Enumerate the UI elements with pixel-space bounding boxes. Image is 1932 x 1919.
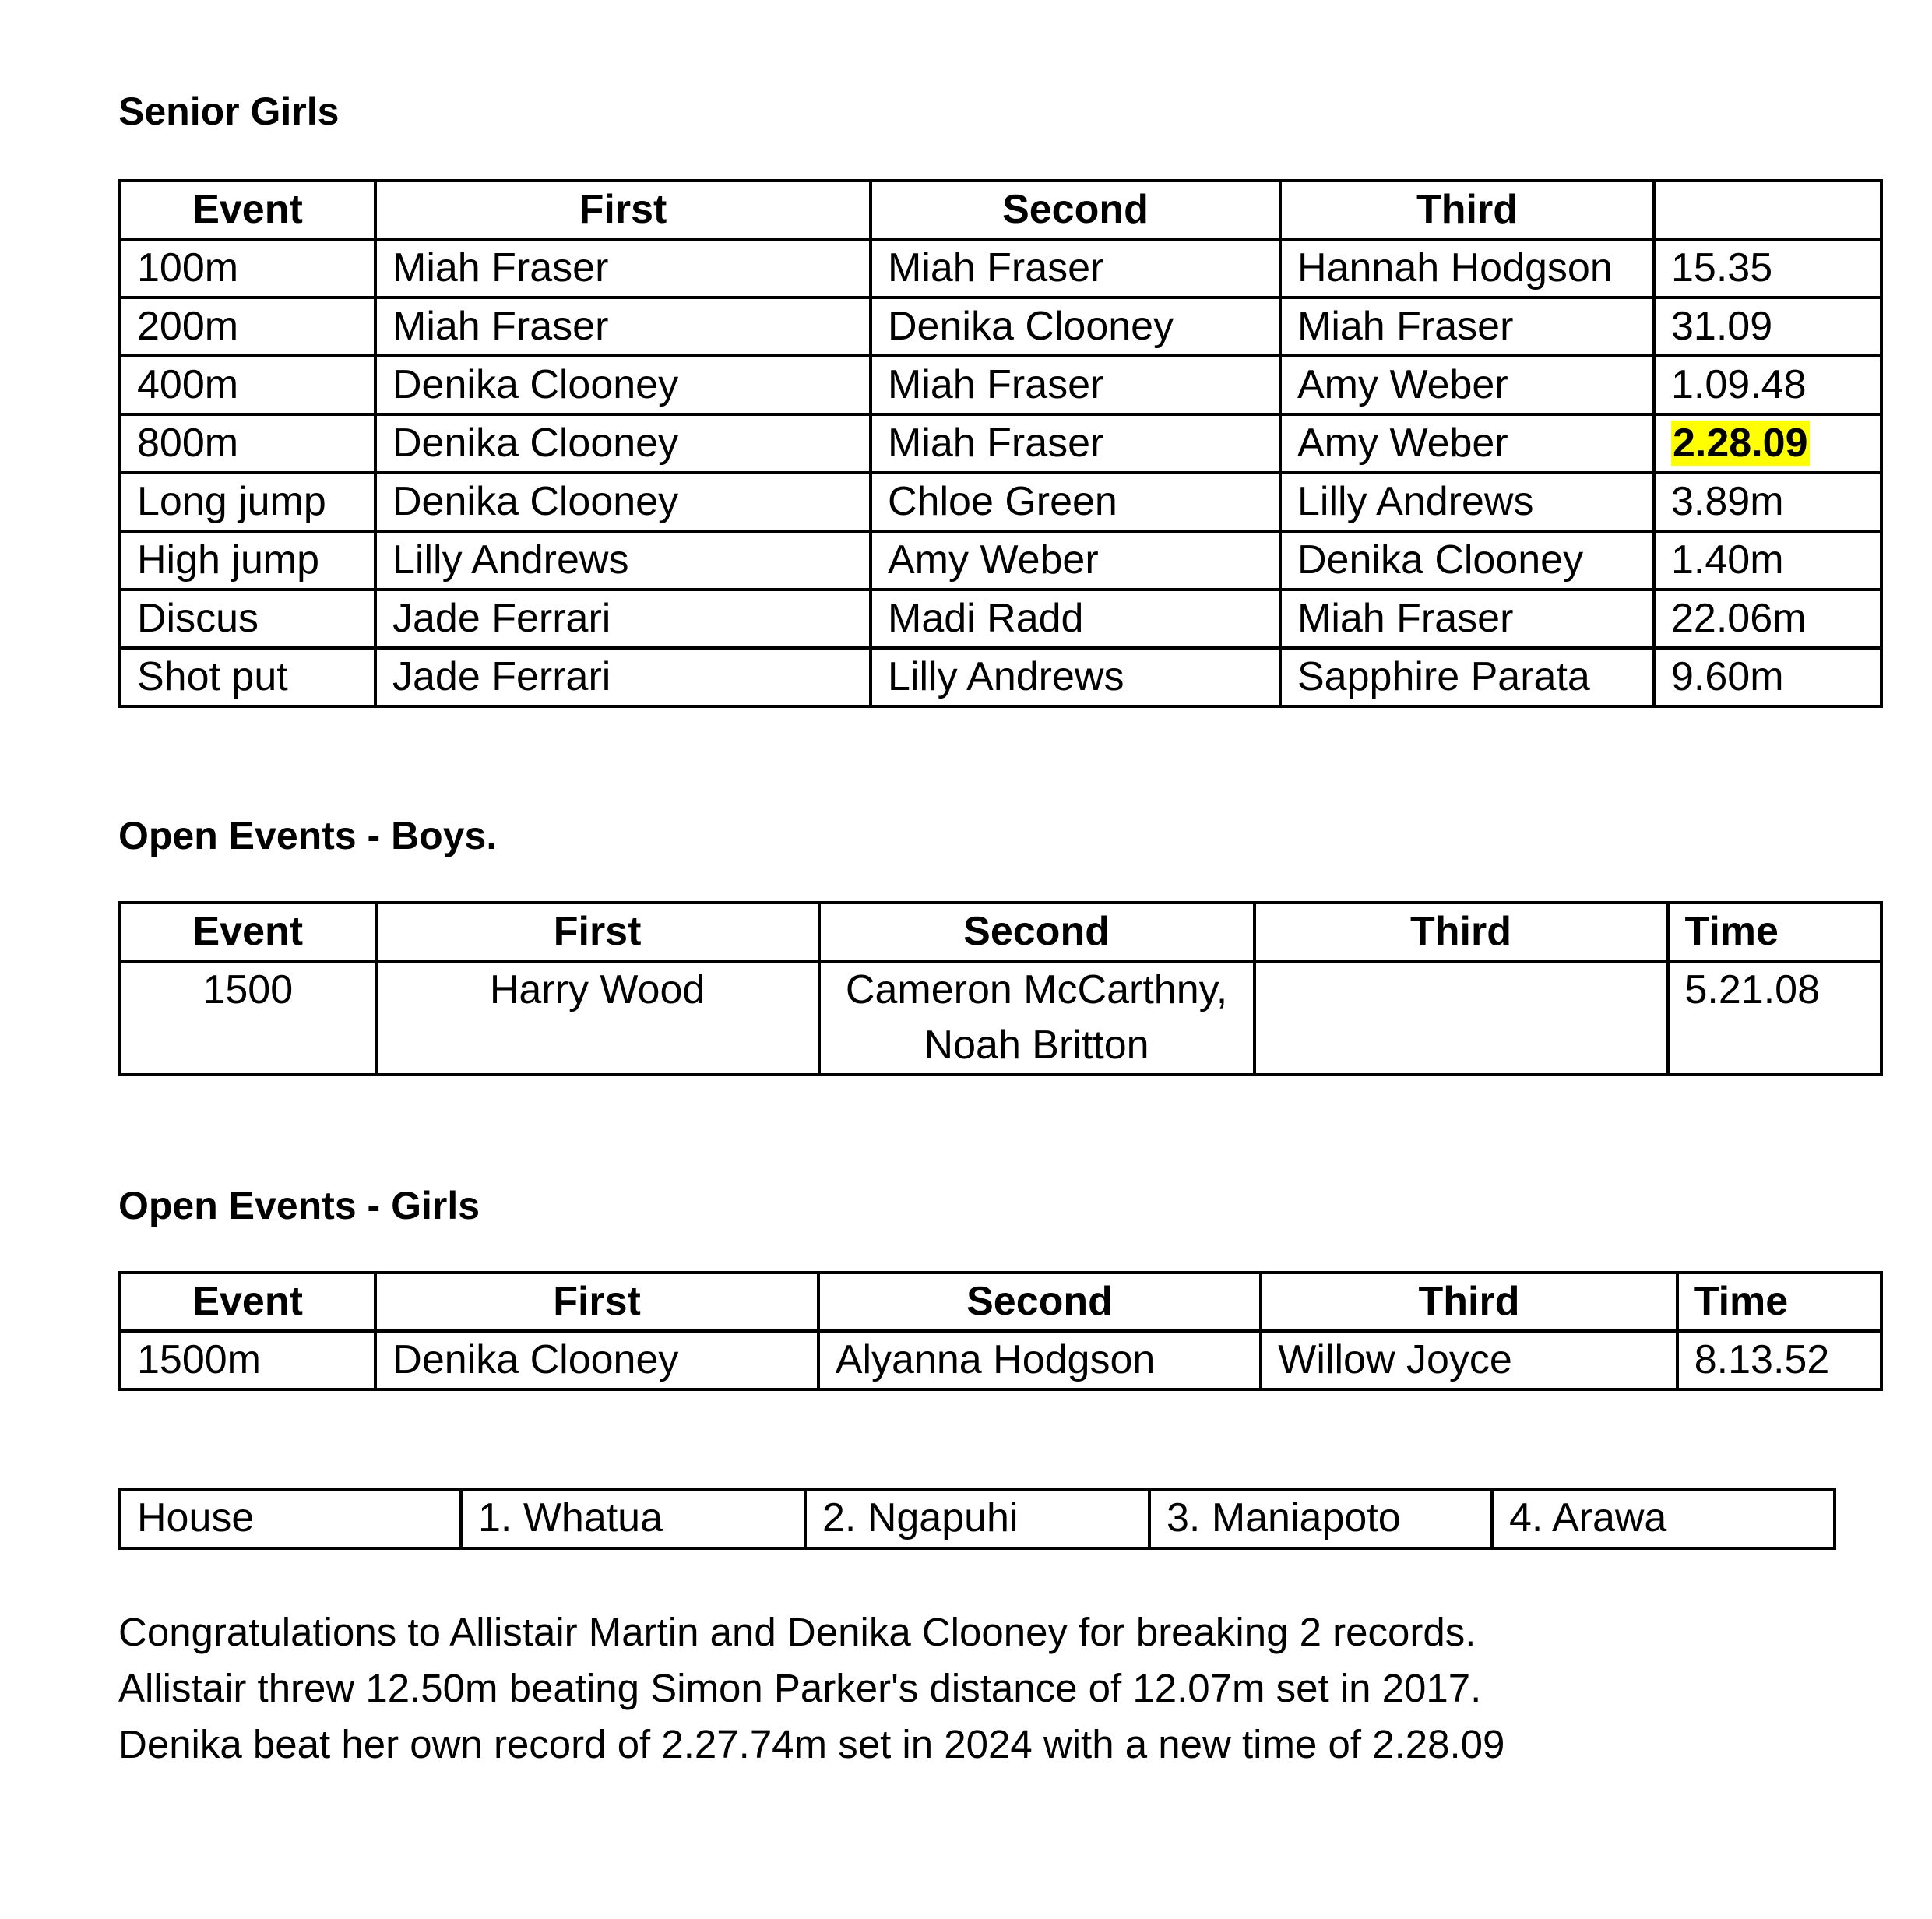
open-boys-table <box>118 901 1883 1076</box>
header-first: First <box>375 1273 818 1331</box>
header-event: Event <box>120 1273 375 1331</box>
event-cell: Long jump <box>120 473 375 531</box>
event-cell: Discus <box>120 590 375 648</box>
table-row <box>120 473 1881 531</box>
second-cell: Miah Fraser <box>871 414 1280 473</box>
second-cell: Miah Fraser <box>871 239 1280 298</box>
third-cell: Hannah Hodgson <box>1280 239 1654 298</box>
house-table <box>118 1488 1836 1550</box>
header-time: Time <box>1668 903 1882 961</box>
open-boys-heading: Open Events - Boys. <box>118 814 498 857</box>
house-third: 3. Maniapoto <box>1149 1489 1492 1548</box>
result-cell: 9.60m <box>1654 648 1881 706</box>
header-time: Time <box>1677 1273 1881 1331</box>
third-cell: Amy Weber <box>1280 414 1654 473</box>
first-cell: Miah Fraser <box>375 239 871 298</box>
header-first: First <box>376 903 819 961</box>
third-cell: Willow Joyce <box>1261 1331 1677 1389</box>
first-cell: Miah Fraser <box>375 298 871 356</box>
result-cell: 15.35 <box>1654 239 1881 298</box>
first-cell: Jade Ferrari <box>375 648 871 706</box>
table-header-row <box>120 903 1881 961</box>
house-label: House <box>120 1489 461 1548</box>
house-first: 1. Whatua <box>461 1489 805 1548</box>
note-line: Congratulations to Allistair Martin and Denika Clooney for breaking 2 records. <box>118 1610 1476 1654</box>
header-second: Second <box>819 903 1255 961</box>
open-girls-heading: Open Events - Girls <box>118 1184 480 1227</box>
event-cell: 1500m <box>120 1331 375 1389</box>
second-cell: Miah Fraser <box>871 356 1280 414</box>
second-cell: Chloe Green <box>871 473 1280 531</box>
time-cell: 8.13.52 <box>1677 1331 1881 1389</box>
table-header-row <box>120 181 1881 239</box>
event-cell: High jump <box>120 531 375 590</box>
first-cell: Lilly Andrews <box>375 531 871 590</box>
header-second: Second <box>818 1273 1262 1331</box>
senior-girls-table <box>118 179 1883 708</box>
table-row <box>120 648 1881 706</box>
first-cell: Jade Ferrari <box>375 590 871 648</box>
note-line: Allistair threw 12.50m beating Simon Parker's distance of 12.07m set in 2017. <box>118 1666 1482 1710</box>
header-first: First <box>375 181 871 239</box>
third-cell: Miah Fraser <box>1280 590 1654 648</box>
second-cell: Lilly Andrews <box>871 648 1280 706</box>
time-cell: 5.21.08 <box>1668 961 1882 1075</box>
open-girls-table <box>118 1271 1883 1391</box>
note-line: Denika beat her own record of 2.27.74m set in 2024 with a new time of 2.28.09 <box>118 1722 1505 1766</box>
result-cell: 3.89m <box>1654 473 1881 531</box>
second-cell: Madi Radd <box>871 590 1280 648</box>
header-event: Event <box>120 181 375 239</box>
result-cell <box>1654 414 1881 473</box>
table-row <box>120 356 1881 414</box>
header-second: Second <box>871 181 1280 239</box>
table-header-row <box>120 1273 1881 1331</box>
event-cell: 400m <box>120 356 375 414</box>
third-cell: Amy Weber <box>1280 356 1654 414</box>
third-cell: Denika Clooney <box>1280 531 1654 590</box>
first-cell: Denika Clooney <box>375 1331 818 1389</box>
event-cell: 800m <box>120 414 375 473</box>
first-cell: Denika Clooney <box>375 356 871 414</box>
table-row <box>120 239 1881 298</box>
table-row <box>120 590 1881 648</box>
header-result <box>1654 181 1881 239</box>
result-cell: 22.06m <box>1654 590 1881 648</box>
event-cell: 1500 <box>120 961 376 1075</box>
senior-girls-heading: Senior Girls <box>118 90 340 133</box>
table-row <box>120 414 1881 473</box>
records-note <box>118 1604 1504 1773</box>
third-cell: Sapphire Parata <box>1280 648 1654 706</box>
third-cell: Miah Fraser <box>1280 298 1654 356</box>
table-row <box>120 1489 1835 1548</box>
first-cell: Harry Wood <box>376 961 819 1075</box>
result-cell: 1.40m <box>1654 531 1881 590</box>
house-fourth: 4. Arawa <box>1492 1489 1835 1548</box>
record-highlight: 2.28.09 <box>1673 421 1808 466</box>
result-cell: 1.09.48 <box>1654 356 1881 414</box>
first-cell: Denika Clooney <box>375 414 871 473</box>
first-cell: Denika Clooney <box>375 473 871 531</box>
third-cell: Lilly Andrews <box>1280 473 1654 531</box>
second-cell: Denika Clooney <box>871 298 1280 356</box>
event-cell: Shot put <box>120 648 375 706</box>
header-third: Third <box>1261 1273 1677 1331</box>
second-cell: Amy Weber <box>871 531 1280 590</box>
header-event: Event <box>120 903 376 961</box>
header-third: Third <box>1280 181 1654 239</box>
table-row <box>120 1331 1881 1389</box>
header-third: Third <box>1255 903 1668 961</box>
result-cell: 31.09 <box>1654 298 1881 356</box>
event-cell: 100m <box>120 239 375 298</box>
third-cell <box>1255 961 1668 1075</box>
table-row <box>120 531 1881 590</box>
house-second: 2. Ngapuhi <box>805 1489 1149 1548</box>
table-row <box>120 961 1881 1075</box>
second-cell: Cameron McCarthny, Noah Britton <box>819 961 1255 1075</box>
table-row <box>120 298 1881 356</box>
event-cell: 200m <box>120 298 375 356</box>
second-cell: Alyanna Hodgson <box>818 1331 1262 1389</box>
